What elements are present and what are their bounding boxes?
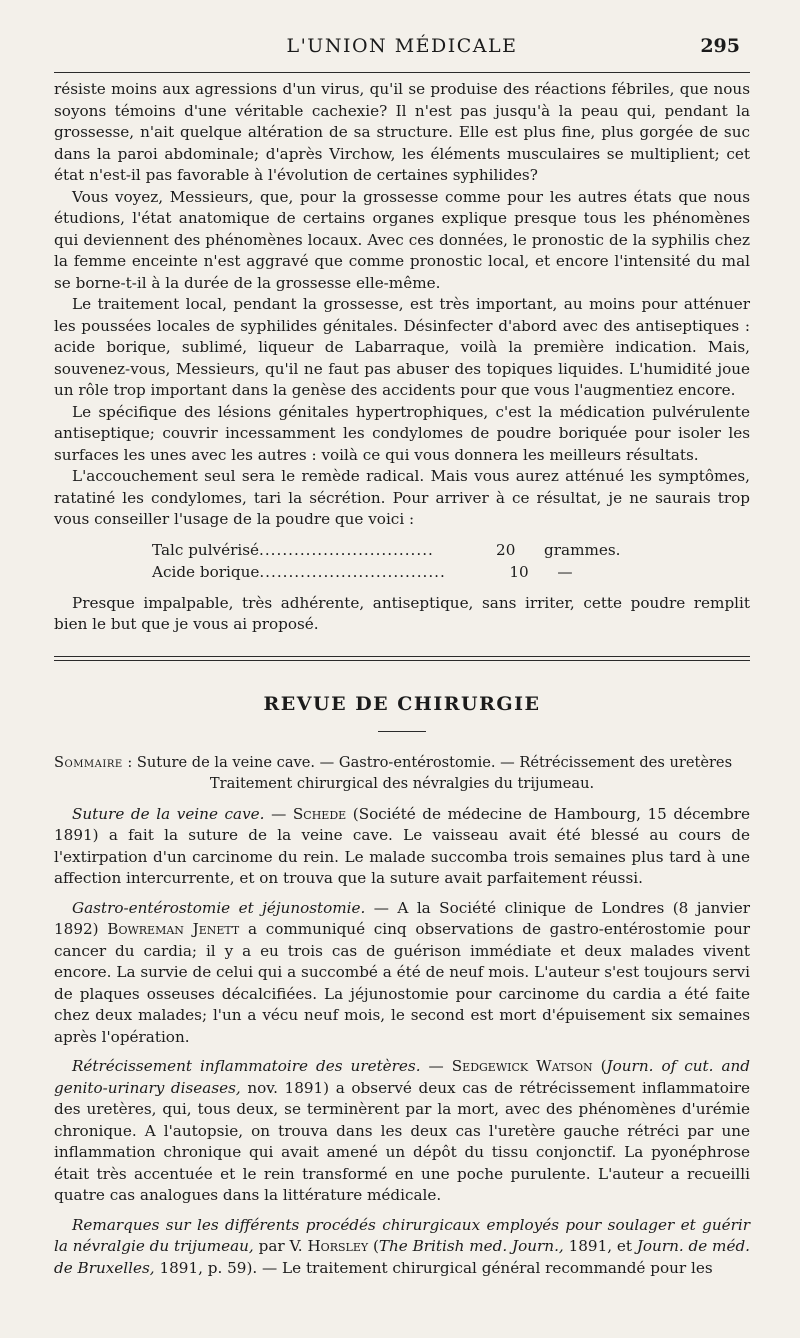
article-vena-cava <box>54 804 750 890</box>
article-text: 1891, p. 59). — Le traitement chirurgical général recommandé pour les <box>154 1258 713 1277</box>
article-text: nov. 1891) a observé deux cas de rétrécissement inflammatoire des uretères, qui, tous deux, se terminèrent par la mort, avec des phénomènes d'urémie chronique. A l'autopsie, on trouva dans les deux cas l'uretère gauche rétréci par une inflammation chronique qui avait amené un dépôt du tissu conjonctif. La pyonéphrose était très accentuée et le rein transformé en une poche purulente. L'auteur a recueilli quatre cas analogues dans la littérature médicale. <box>54 1078 750 1204</box>
article-sep: — <box>420 1057 452 1075</box>
recipe-leader-dots: .............................. <box>259 540 434 559</box>
title-rule <box>378 731 426 732</box>
recipe-row <box>54 561 750 583</box>
article-journal: The British med. Journ., <box>378 1237 564 1255</box>
summary-line-2: Traitement chirurgical des névralgies du trijumeau. <box>209 774 595 792</box>
recipe-quantity: 10 <box>509 562 529 581</box>
article-text: a communiqué cinq observations de gastro-entérostomie pour cancer du cardia; il y a eu trois cas de guérison immédiate et deux malades vivent encore. La survie de celui qui a succombé a été de neuf mois. L'auteur s'est toujours servi de plaques osseuses décalcifiées. La jéjunostomie pour carcinome du cardia a été faite chez deux malades; l'un a vécu neuf mois, le second est mort d'épuisement six semaines après l'opération. <box>54 920 751 1046</box>
journal-title: L'UNION MÉDICALE <box>286 35 518 57</box>
article-author: Horsley <box>307 1237 369 1255</box>
article-mid: 1891, et <box>563 1237 637 1255</box>
section-title: REVUE DE CHIRURGIE <box>263 692 541 715</box>
running-head <box>54 28 750 68</box>
article-journal-2: Journ. de méd. de Bruxelles, <box>54 1237 750 1277</box>
article-text: (Société de médecine de Hambourg, 15 décembre 1891) a fait la suture de la veine cave. Le vaisseau avait été blessé au cours de l'extirpation d'un carcinome du rein. Le malade succomba trois semaines plus tard à une affection intercurrente, et on trouva que la suture avait parfaitement réussi. <box>54 804 751 887</box>
paragraph-4: Le spécifique des lésions génitales hypertrophiques, c'est la médication pulvérulente antiseptique; couvrir incessamment les condylomes de poudre boriquée pour isoler les surfaces les unes avec les autres : voilà ce qui vous donnera les meilleurs résultats. <box>54 402 750 464</box>
recipe-ingredient: Talc pulvérisé <box>152 540 260 559</box>
article-author: Schede <box>292 804 347 823</box>
summary <box>54 752 750 794</box>
article-title: Gastro-entérostomie et jéjunostomie. <box>72 898 366 917</box>
recipe-ingredient: Acide borique <box>152 562 260 581</box>
article-title: Rétrécissement inflammatoire des uretères. <box>72 1057 421 1075</box>
article-title: Suture de la veine cave. <box>72 804 265 823</box>
article-sep: — <box>264 804 293 823</box>
paragraph-2: Vous voyez, Messieurs, que, pour la grossesse comme pour les autres états que nous étudions, l'état anatomique de certains organes explique presque tous les phénomènes qui deviennent des phénomènes locaux. Avec ces données, le pronostic de la syphilis chez la femme enceinte n'est aggravé que comme pronostic local, et encore l'intensité du mal se borne-t-il à la durée de la grossesse elle-même. <box>54 187 750 292</box>
article-author: Bowreman Jenett <box>107 920 240 938</box>
article-author: Sedgewick Watson <box>451 1057 593 1075</box>
article-journal: Journ. of cut. and genito-urinary diseases, <box>54 1057 750 1097</box>
recipe-list <box>54 539 750 583</box>
article-gastro <box>54 898 750 1049</box>
recipe-unit: — <box>557 562 573 581</box>
article-pre-journal: ( <box>592 1057 607 1075</box>
page-number: 295 <box>700 35 740 57</box>
paragraph-1: résiste moins aux agressions d'un virus, qu'il se produise des réactions fébriles, que nous soyons témoins d'une véritable cachexie? Il n'est pas jusqu'à la peau qui, pendant la grossesse, n'ait quelque altération de sa structure. Elle est plus fine, plus gorgée de suc dans la paroi abdominale; d'après Virchow, les éléments musculaires se multiplient; cet état n'est-il pas favorable à l'évolution de certaines syphilides? <box>54 80 750 184</box>
article-pre-journal: ( <box>368 1237 379 1255</box>
recipe-quantity: 20 <box>496 540 516 559</box>
header-rule <box>54 72 750 73</box>
summary-line-1: : Suture de la veine cave. — Gastro-entérostomie. — Rétrécissement des uretères <box>122 753 733 771</box>
article-sep: par V. <box>253 1237 308 1255</box>
recipe-unit: grammes. <box>544 540 621 559</box>
article-title: Remarques sur les différents procédés chirurgicaux employés pour soulager et guérir la névralgie du trijumeau, <box>54 1215 750 1255</box>
section-divider <box>54 656 750 661</box>
article-ureters <box>54 1056 750 1207</box>
recipe-leader-dots: ................................ <box>259 562 446 581</box>
article-sep: — A la Société clinique de Londres (8 janvier 1892) <box>54 898 750 938</box>
paragraph-6: Presque impalpable, très adhérente, antiseptique, sans irriter, cette poudre remplit bien le but que je vous ai proposé. <box>54 593 750 633</box>
paragraph-3: Le traitement local, pendant la grossesse, est très important, au moins pour atténuer les poussées locales de syphilides génitales. Désinfecter d'abord avec des antiseptiques : acide borique, sublimé, liqueur de Labarraque, voilà la première indication. Mais, souvenez-vous, Messieurs, qu'il ne faut pas abuser des topiques liquides. L'humidité joue un rôle trop important dans la genèse des accidents pour que vous l'augmentiez encore. <box>54 295 750 399</box>
paragraph-5: L'accouchement seul sera le remède radical. Mais vous aurez atténué les symptômes, ratatiné les condylomes, tari la sécrétion. Pour arriver à ce résultat, je ne saurais trop vous conseiller l'usage de la poudre que voici : <box>54 467 750 528</box>
recipe-row <box>54 539 750 561</box>
article-neuralgia <box>54 1215 750 1280</box>
summary-lead: Sommaire <box>54 753 123 771</box>
